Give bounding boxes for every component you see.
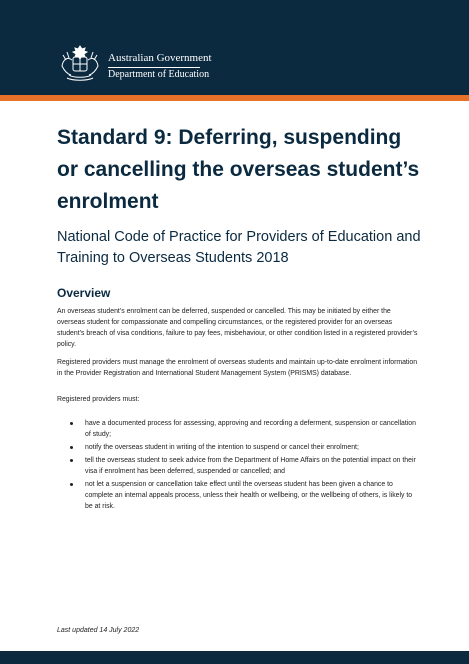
overview-paragraph-2: Registered providers must manage the enrolment of overseas students and maintain up-to-date enrolment information in the Provider Registration and International Student Management System (PRISMS) database. xyxy=(57,359,418,377)
page-subtitle: National Code of Practice for Providers of Education and Training to Overseas Students 2018 xyxy=(57,229,421,266)
header-banner xyxy=(0,0,469,95)
government-wordmark xyxy=(108,52,212,81)
footer-bar xyxy=(0,651,469,664)
list-item xyxy=(57,442,419,453)
overview-paragraph-1: An overseas student’s enrolment can be deferred, suspended or cancelled. This may be initiated by either the overseas student for compassionate and compelling circumstances, or the registered provider for an overseas student’s breach of visa conditions, failure to pay fees, misbehaviour, or other condition listed in a registered provider’s policy. xyxy=(57,308,418,348)
bullet-icon xyxy=(70,422,73,425)
page-title: Standard 9: Deferring, suspending or cancelling the overseas student’s enrolment xyxy=(57,126,420,213)
overview-heading: Overview xyxy=(57,286,111,300)
list-item-text: notify the overseas student in writing of the intention to suspend or cancel their enrolment; xyxy=(85,444,359,451)
requirements-list xyxy=(57,418,419,514)
accent-stripe xyxy=(0,95,469,101)
list-item xyxy=(57,418,419,440)
department-name: Department of Education xyxy=(108,69,210,80)
wordmark-divider xyxy=(108,67,200,68)
overview-paragraph-3: Registered providers must: xyxy=(57,396,140,403)
bullet-icon xyxy=(70,446,73,449)
list-item xyxy=(57,479,419,512)
list-item xyxy=(57,455,419,477)
list-item-text: have a documented process for assessing, approving and recording a deferment, suspension or cancellation of study; xyxy=(85,420,416,438)
last-updated-date: Last updated 14 July 2022 xyxy=(57,627,140,634)
list-item-text: not let a suspension or cancellation take effect until the overseas student has been given a chance to complete an internal appeals process, unless their health or wellbeing, or the wellbeing of others, is likely to be at risk. xyxy=(85,481,413,510)
list-item-text: tell the overseas student to seek advice from the Department of Home Affairs on the potential impact on their visa if enrolment has been deferred, suspended or cancelled; and xyxy=(85,457,416,475)
government-name: Australian Government xyxy=(108,52,212,64)
bullet-icon xyxy=(70,459,73,462)
bullet-icon xyxy=(70,483,73,486)
coat-of-arms-icon xyxy=(57,40,103,82)
